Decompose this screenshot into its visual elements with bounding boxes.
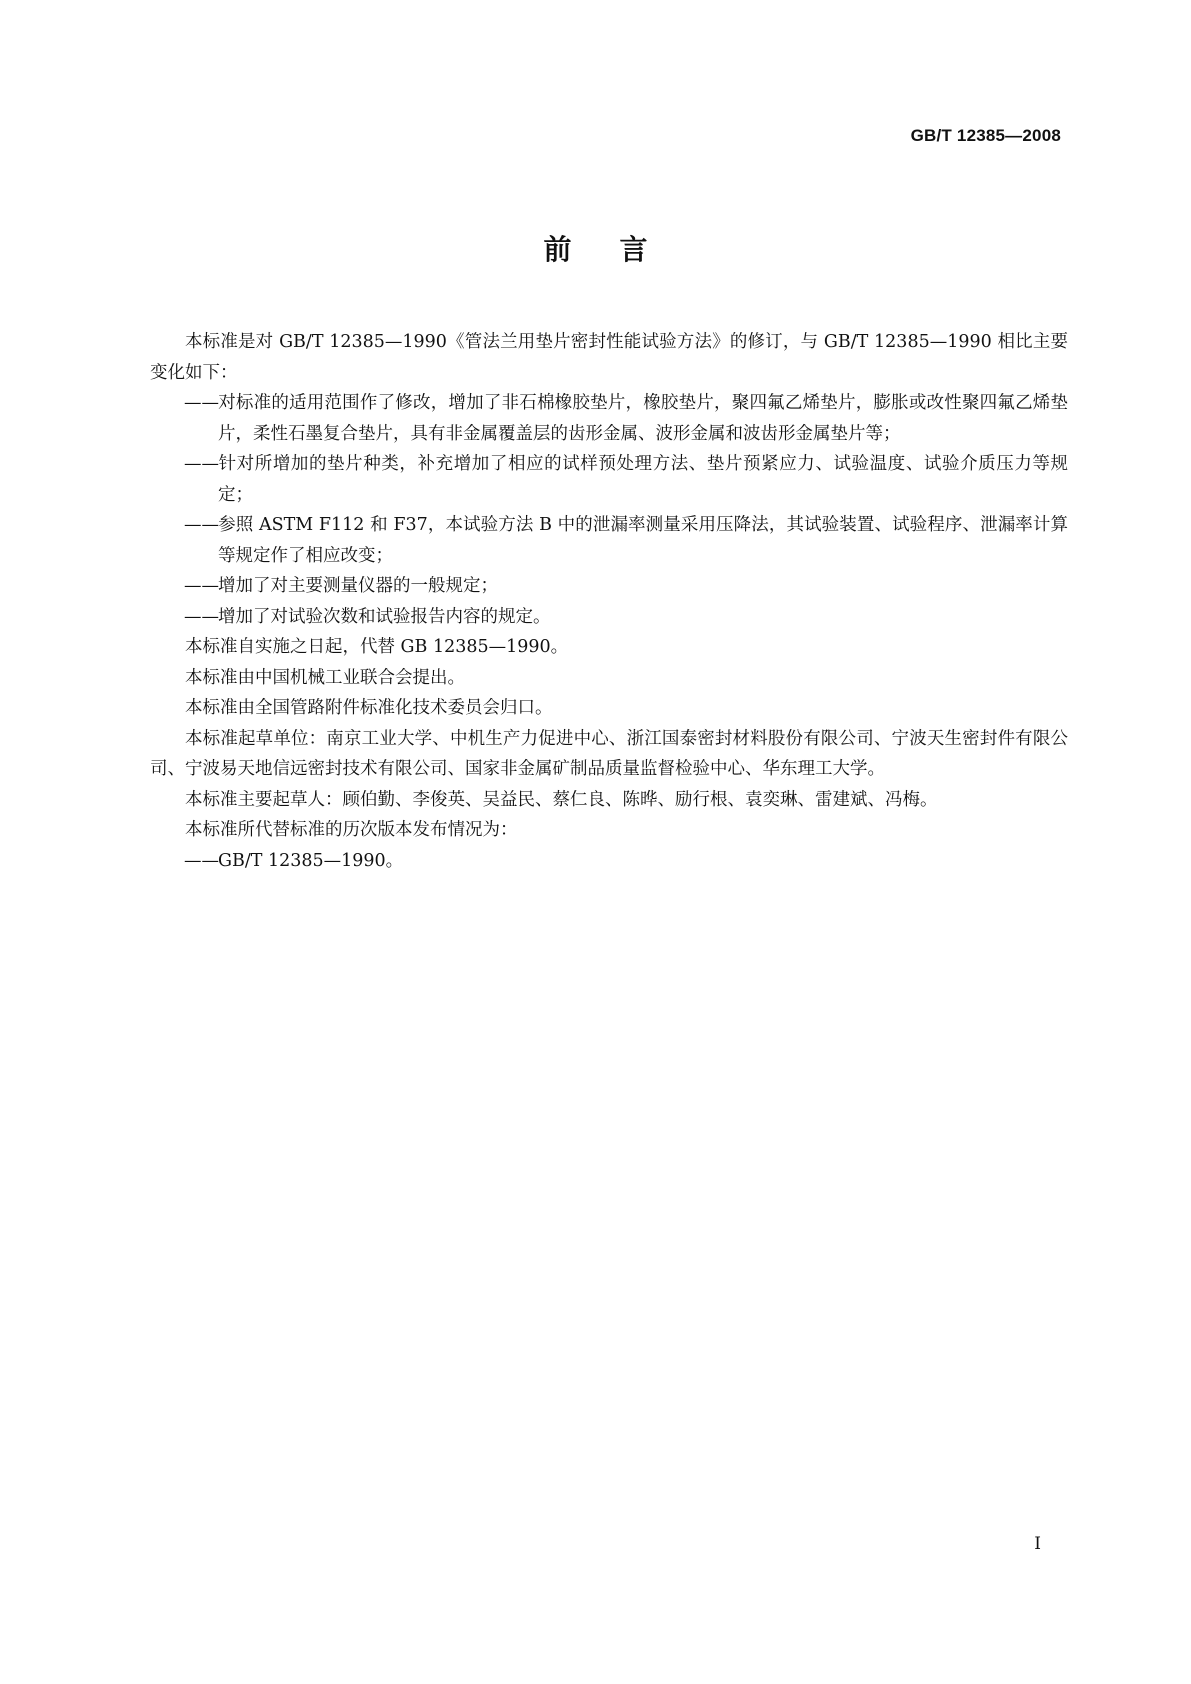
- dash-marker: ——: [184, 454, 219, 474]
- change-item-text: 增加了对试验次数和试验报告内容的规定。: [218, 606, 551, 627]
- change-item: [150, 388, 1068, 449]
- history-intro-paragraph: 本标准所代替标准的历次版本发布情况为：: [185, 820, 518, 840]
- history-item: [150, 846, 1068, 877]
- managed-by-paragraph: 本标准由全国管路附件标准化技术委员会归口。: [185, 698, 553, 718]
- dash-marker: ——: [184, 850, 219, 871]
- dash-marker: ——: [184, 515, 219, 535]
- drafters-paragraph: 本标准主要起草人：顾伯勤、李俊英、吴益民、蔡仁良、陈晔、励行根、袁奕琳、雷建斌、冯梅。: [185, 789, 938, 810]
- change-item-text: 针对所增加的垫片种类，补充增加了相应的试样预处理方法、垫片预紧应力、试验温度、试验介质压力等规定；: [218, 454, 1068, 505]
- proposed-by-paragraph: 本标准由中国机械工业联合会提出。: [185, 667, 465, 688]
- drafting-units-paragraph: 本标准起草单位：南京工业大学、中机生产力促进中心、浙江国泰密封材料股份有限公司、宁波天生密封件有限公司、宁波易天地信远密封技术有限公司、国家非金属矿制品质量监督检验中心、华东理工大学。: [150, 728, 1068, 779]
- dash-marker: ——: [184, 576, 219, 596]
- change-item-text: 增加了对主要测量仪器的一般规定；: [218, 576, 498, 596]
- replaces-paragraph: 本标准自实施之日起，代替 GB 12385—1990。: [185, 637, 569, 657]
- page-title: 前言: [543, 233, 696, 266]
- dash-marker: ——: [184, 393, 219, 413]
- page-number: I: [1034, 1534, 1041, 1554]
- change-item-text: 对标准的适用范围作了修改，增加了非石棉橡胶垫片，橡胶垫片，聚四氟乙烯垫片，膨胀或改性聚四氟乙烯垫片，柔性石墨复合垫片，具有非金属覆盖层的齿形金属、波形金属和波齿形金属垫片等；: [218, 393, 1068, 444]
- change-item: [150, 571, 1068, 602]
- change-item: [150, 449, 1068, 510]
- foreword-body: [150, 327, 1068, 876]
- history-item-text: GB/T 12385—1990。: [218, 850, 404, 871]
- change-item: [150, 602, 1068, 633]
- change-item-text: 参照 ASTM F112 和 F37，本试验方法 B 中的泄漏率测量采用压降法，其试验装置、试验程序、泄漏率计算等规定作了相应改变；: [218, 515, 1068, 566]
- standard-number: GB/T 12385—2008: [910, 126, 1061, 145]
- dash-marker: ——: [184, 606, 219, 627]
- intro-paragraph: 本标准是对 GB/T 12385—1990《管法兰用垫片密封性能试验方法》的修订，与 GB/T 12385—1990 相比主要变化如下：: [150, 332, 1068, 383]
- change-item: [150, 510, 1068, 571]
